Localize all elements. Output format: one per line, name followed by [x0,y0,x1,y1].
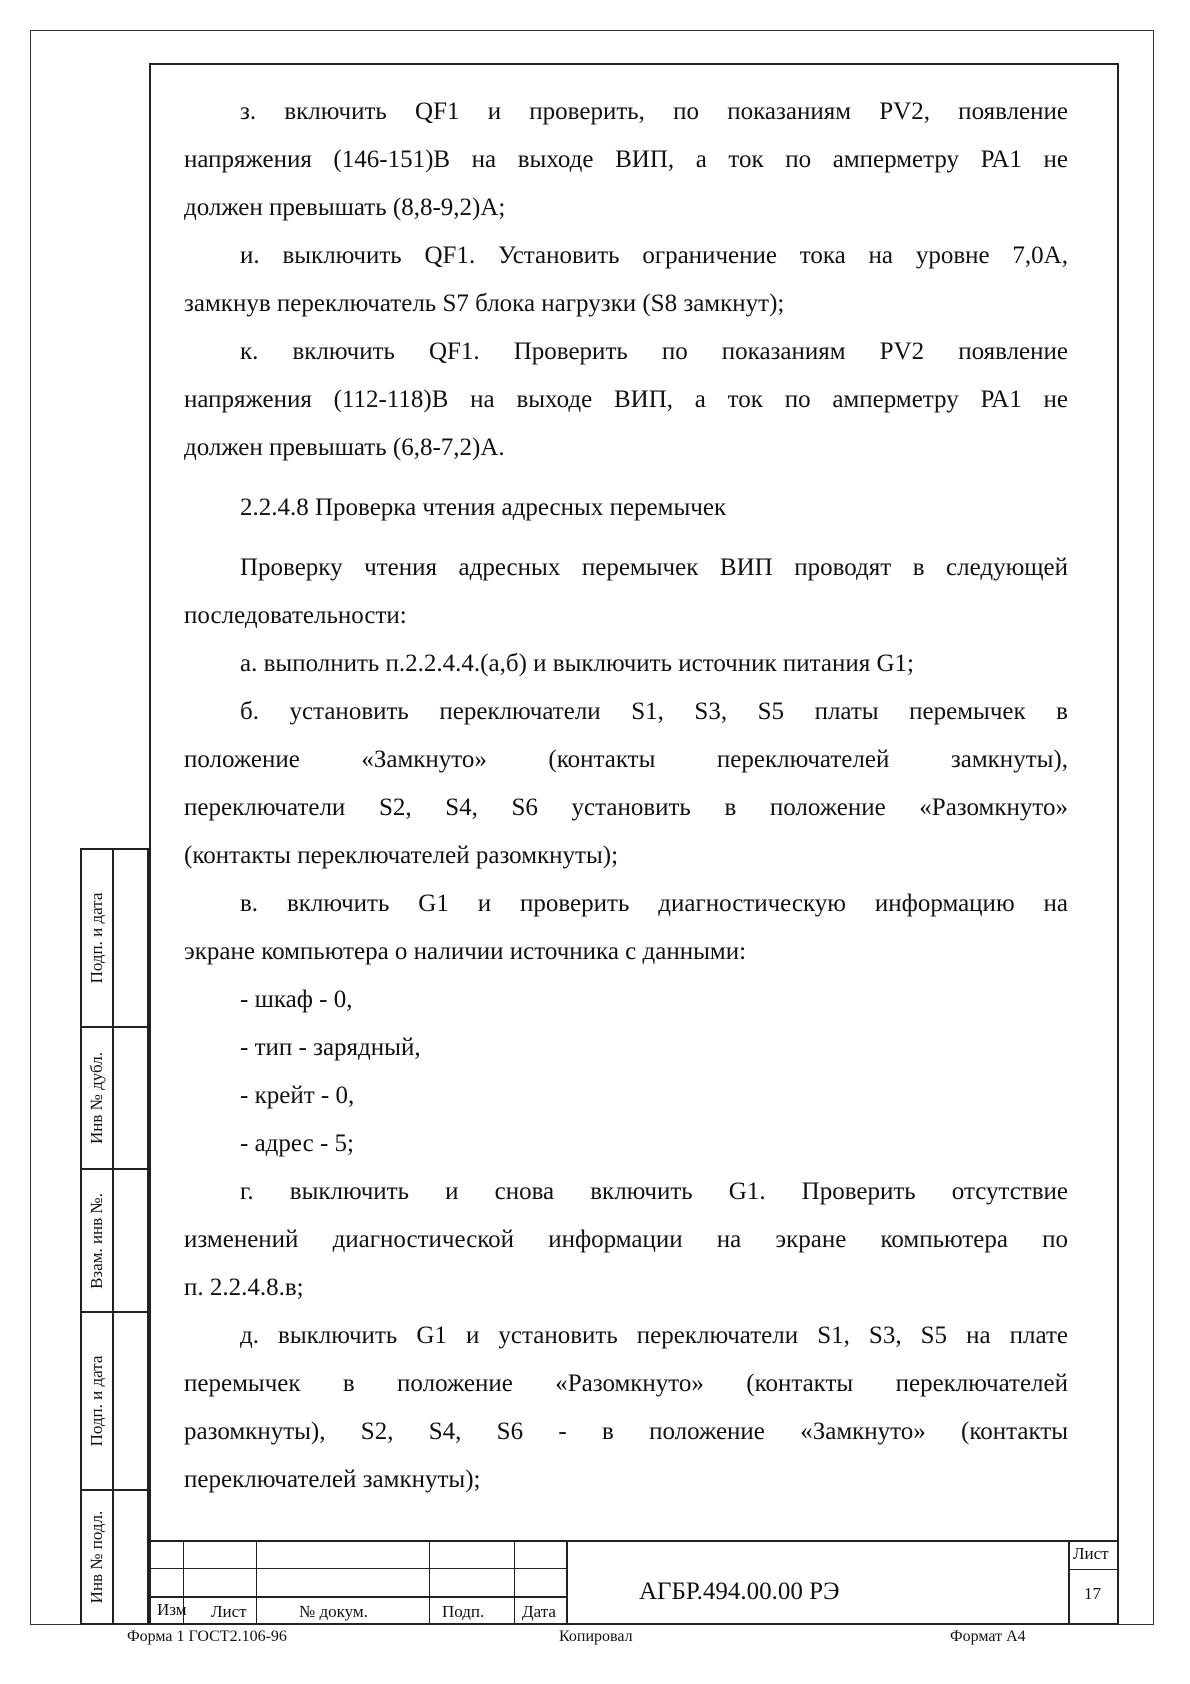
text-line: должен превышать (8,8-9,2)А; [184,194,506,221]
text-line: к. включить QF1. Проверить по показаниям PV2 появление [240,338,1068,365]
text-line: замкнув переключатель S7 блока нагрузки (S8 замкнут); [184,290,785,317]
col-signature: Подп. [442,1602,485,1621]
text-line: должен превышать (6,8-7,2)А. [184,434,505,461]
side-row-dup-inv [82,1028,147,1170]
col-sheet: Лист [211,1602,247,1621]
text-line: Проверку чтения адресных перемычек ВИП проводят в следующей [240,554,1068,581]
text-line: п. 2.2.4.8.в; [184,1274,304,1301]
text-line: - адрес - 5; [240,1130,354,1157]
side-label: Взам. инв №. [87,1192,106,1289]
text-line: напряжения (112-118)В на выходе ВИП, а ток по амперметру РА1 не [184,386,1068,413]
format-note: Формат А4 [950,1628,1026,1645]
title-block [149,1540,1119,1625]
text-line: - тип - зарядный, [240,1034,421,1061]
text-line: последовательности: [184,602,407,629]
side-row-sign-date-2 [82,1313,147,1491]
text-line: з. включить QF1 и проверить, по показаниям PV2, появление [240,98,1068,125]
side-label: Инв № дубл. [87,1051,106,1145]
sheet-label: Лист [1073,1544,1109,1563]
text-line: изменений диагностической информации на экране компьютера по [184,1226,1068,1253]
body-text [184,88,1068,1504]
text-line: (контакты переключателей разомкнуты); [184,842,619,869]
col-date: Дата [522,1602,556,1621]
side-row-sign-date-1 [82,850,147,1028]
col-doc-number: № докум. [299,1602,368,1621]
text-line: - крейт - 0, [240,1082,355,1109]
side-label: Подп. и дата [87,1355,106,1447]
side-stamp [80,848,149,1625]
text-line: экране компьютера о наличии источника с данными: [184,938,747,965]
text-line: - шкаф - 0, [240,986,353,1013]
text-line: переключателей замкнуты); [184,1466,481,1493]
form-note: Форма 1 ГОСТ2.106-96 [127,1628,287,1645]
text-line: б. установить переключатели S1, S3, S5 платы перемычек в [240,698,1068,725]
side-row-replace-inv [82,1170,147,1313]
side-label: Инв № подл. [87,1510,106,1604]
sheet-number: 17 [1084,1584,1101,1603]
side-label: Подп. и дата [87,892,106,984]
copied-note: Копировал [559,1628,633,1645]
text-line: а. выполнить п.2.2.4.4.(а,б) и выключить источник питания G1; [240,650,914,677]
document-code: АГБР.494.00.00 РЭ [639,1578,840,1605]
text-line: 2.2.4.8 Проверка чтения адресных перемычек [240,494,727,521]
text-line: положение «Замкнуто» (контакты переключателей замкнуты), [184,746,1068,773]
col-change: Изм [157,1600,187,1619]
text-line: д. выключить G1 и установить переключатели S1, S3, S5 на плате [240,1322,1068,1349]
text-line: разомкнуты), S2, S4, S6 - в положение «Замкнуто» (контакты [184,1418,1068,1445]
side-row-orig-inv [82,1491,147,1623]
text-line: в. включить G1 и проверить диагностическую информацию на [240,890,1068,917]
text-line: г. выключить и снова включить G1. Проверить отсутствие [240,1178,1068,1205]
text-line: напряжения (146-151)В на выходе ВИП, а ток по амперметру РА1 не [184,146,1068,173]
text-line: перемычек в положение «Разомкнуто» (контакты переключателей [184,1370,1068,1397]
text-line: и. выключить QF1. Установить ограничение тока на уровне 7,0А, [240,242,1068,269]
text-line: переключатели S2, S4, S6 установить в положение «Разомкнуто» [184,794,1068,821]
